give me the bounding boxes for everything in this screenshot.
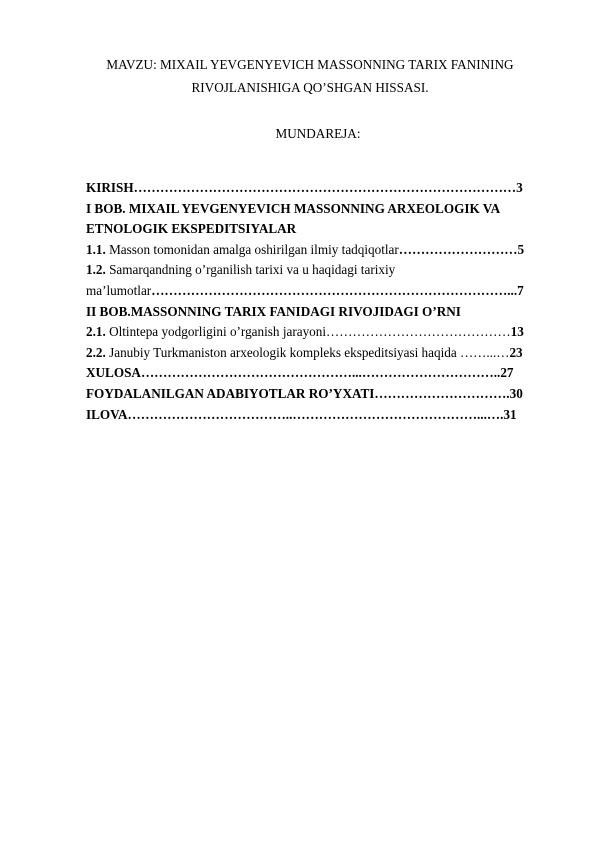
- section-title: Janubiy Turkmaniston arxeologik kompleks ekspeditsiyasi haqida ……...…: [105, 344, 510, 360]
- title-line-2: RIVOJLANISHIGA QO’SHGAN HISSASI.: [191, 80, 429, 95]
- section-leader-page: ………………………………………………………………………...7: [151, 282, 524, 298]
- section-title-continued: ma’lumotlar: [86, 282, 152, 298]
- section-page: 23: [509, 344, 523, 360]
- section-number: 2.2.: [86, 344, 106, 360]
- toc-entry-section-1-1: [86, 240, 556, 261]
- toc-entry-references: FOYDALANILGAN ADABIYOTLAR RO’YXATI………………………….30: [86, 385, 523, 401]
- document-title: [60, 53, 560, 99]
- toc-entry-section-1-2-cont: [86, 281, 556, 302]
- section-number: 1.2.: [86, 262, 106, 278]
- toc-entry-section-2-2: [86, 343, 556, 364]
- section-title: Masson tomonidan amalga oshirilgan ilmiy tadqiqotlar: [105, 241, 399, 257]
- table-of-contents: [86, 178, 556, 425]
- toc-entry-chapter-1-line-2: ETNOLOGIK EKSPEDITSIYALAR: [86, 221, 297, 237]
- toc-heading: MUNDAREJA:: [275, 126, 361, 141]
- toc-entry-section-2-1: [86, 322, 556, 343]
- toc-entry-ilova: ILOVA………………………………..……………………………………...….31: [86, 406, 517, 422]
- section-title: Oltintepa yodgorligini o’rganish jarayoni……………………………………: [105, 324, 511, 340]
- toc-entry-xulosa: XULOSA…………………………………………...…………………………..27: [86, 365, 514, 381]
- toc-entry-section-1-2: [86, 260, 556, 281]
- title-line-1: MAVZU: MIXAIL YEVGENYEVICH MASSONNING TARIX FANINING: [106, 57, 514, 72]
- section-leader-page: ………………………5: [398, 241, 525, 257]
- toc-entry-chapter-1-line-1: I BOB. MIXAIL YEVGENYEVICH MASSONNING ARXEOLOGIK VA: [86, 200, 501, 216]
- toc-entry-kirish: KIRISH……………………………………………………………………………3: [86, 180, 523, 195]
- section-number: 2.1.: [86, 324, 106, 340]
- toc-entry-chapter-2: II BOB.MASSONNING TARIX FANIDAGI RIVOJIDAGI O’RNI: [86, 303, 461, 319]
- section-number: 1.1.: [86, 241, 106, 257]
- section-title: Samarqandning o’rganilish tarixi va u haqidagi tarixiy: [105, 262, 396, 278]
- section-page: 13: [510, 324, 524, 340]
